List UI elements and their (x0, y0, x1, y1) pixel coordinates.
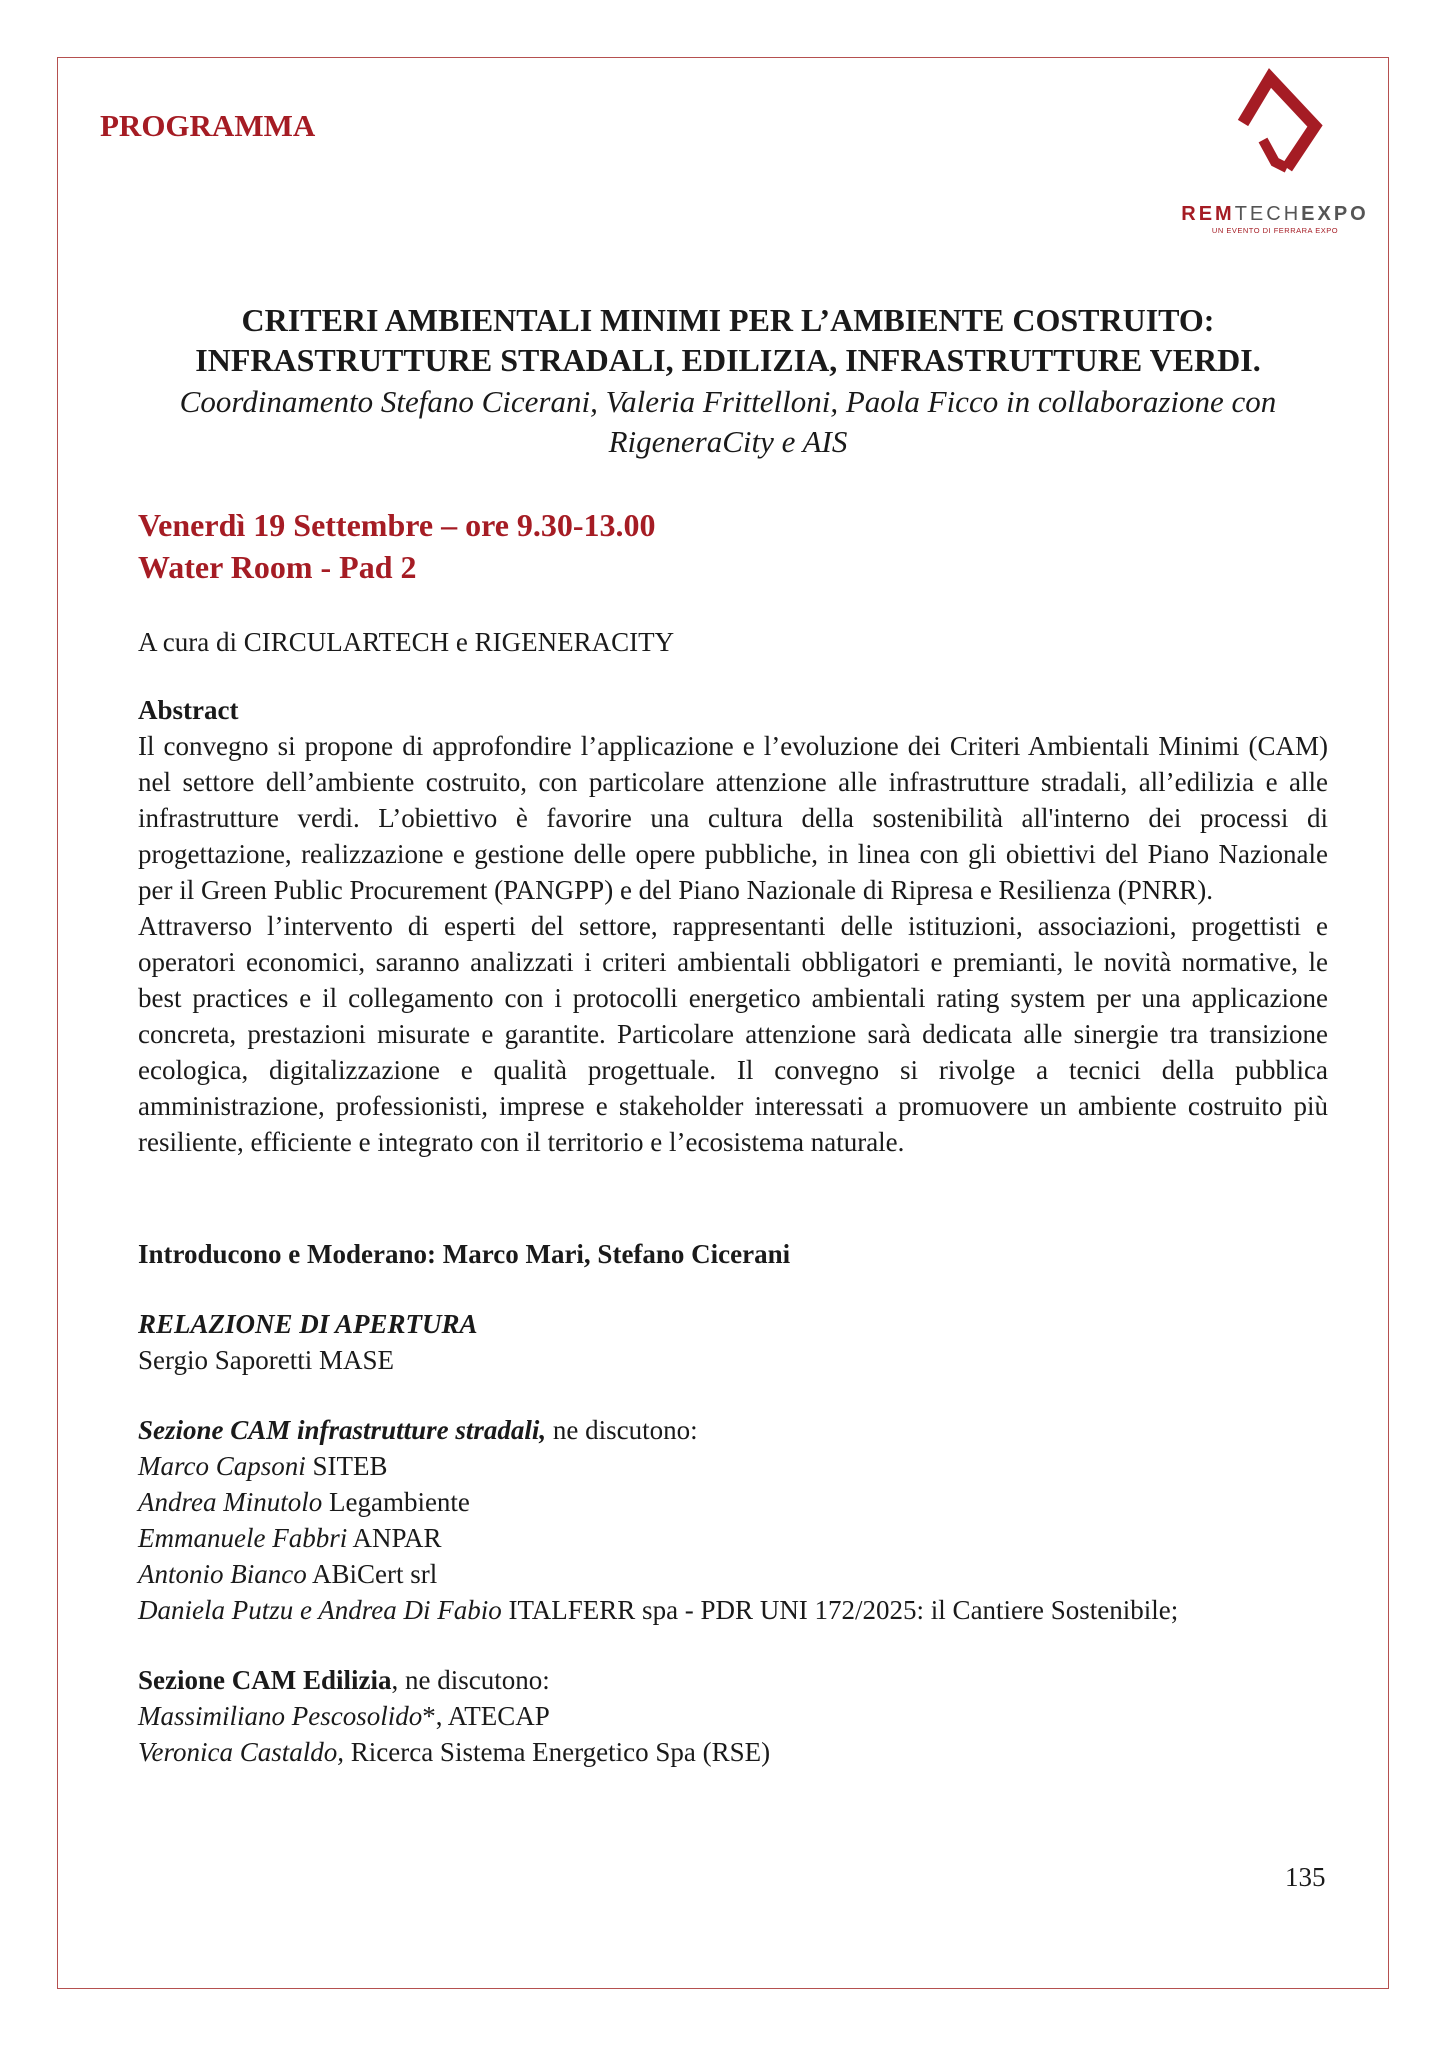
session-room: Water Room - Pad 2 (138, 549, 417, 585)
main-content (138, 624, 1328, 1770)
session-info (138, 504, 656, 588)
speaker-line: Daniela Putzu e Andrea Di Fabio ITALFERR spa - PDR UNI 172/2025: il Cantiere Sostenibile; (138, 1595, 1179, 1625)
logo-wordmark: REMTECHEXPO (1181, 203, 1369, 225)
abstract-heading: Abstract (138, 695, 239, 725)
speaker-line: Veronica Castaldo, Ricerca Sistema Energetico Spa (RSE) (138, 1737, 771, 1767)
abstract-paragraph-2: Attraverso l’intervento di esperti del settore, rappresentanti delle istituzioni, associazioni, progettisti e operatori economici, saranno analizzati i criteri ambientali obbligatori e premianti, le novità normative, le best practices e il collegamento con i protocolli energetico ambientali rating system per una applicazione concreta, prestazioni misurate e garantite. Particolare attenzione sarà dedicata alle sinergie tra transizione ecologica, digitalizzazione e qualità progettuale. Il convegno si rivolge a tecnici della pubblica amministrazione, professionisti, imprese e stakeholder interessati a promuovere un ambiente costruito più resiliente, efficiente e integrato con il territorio e l’ecosistema naturale. (138, 911, 1328, 1157)
title-block (138, 300, 1318, 462)
page-number: 135 (1285, 1862, 1326, 1892)
section-roads-heading: Sezione CAM infrastrutture stradali, ne discutono: (138, 1415, 698, 1445)
abstract-paragraph-1: Il convegno si propone di approfondire l’applicazione e l’evoluzione dei Criteri Ambientali Minimi (CAM) nel settore dell’ambiente costruito, con particolare attenzione alle infrastrutture stradali, all’edilizia e alle infrastrutture verdi. L’obiettivo è favorire una cultura della sostenibilità all'interno dei processi di progettazione, realizzazione e gestione delle opere pubbliche, in linea con gli obiettivi del Piano Nazionale per il Green Public Procurement (PANGPP) e del Piano Nazionale di Ripresa e Resilienza (PNRR). (138, 731, 1328, 905)
diamond-arrow-icon (1215, 68, 1325, 178)
coordination-text: Coordinamento Stefano Cicerani, Valeria Frittelloni, Paola Ficco in collaborazione con RigeneraCity e AIS (179, 384, 1277, 459)
curated-by: A cura di CIRCULARTECH e RIGENERACITY (138, 627, 675, 657)
moderators: Introducono e Moderano: Marco Mari, Stefano Cicerani (138, 1239, 791, 1269)
logo-tagline: UN EVENTO DI FERRARA EXPO (1211, 226, 1339, 235)
remtech-expo-logo (1160, 68, 1380, 248)
speaker-line: Andrea Minutolo Legambiente (138, 1487, 470, 1517)
opening-speaker: Sergio Saporetti MASE (138, 1345, 394, 1375)
title-line-2: INFRASTRUTTURE STRADALI, EDILIZIA, INFRASTRUTTURE VERDI. (195, 342, 1261, 378)
speaker-line: Massimiliano Pescosolido*, ATECAP (138, 1701, 550, 1731)
session-date: Venerdì 19 Settembre – ore 9.30-13.00 (138, 507, 656, 543)
speaker-line: Marco Capsoni SITEB (138, 1451, 388, 1481)
title-line-1: CRITERI AMBIENTALI MINIMI PER L’AMBIENTE COSTRUITO: (241, 302, 1215, 338)
speaker-line: Antonio Bianco ABiCert srl (138, 1559, 438, 1589)
speaker-line: Emmanuele Fabbri ANPAR (138, 1523, 442, 1553)
opening-heading: RELAZIONE DI APERTURA (138, 1309, 478, 1339)
section-building-heading: Sezione CAM Edilizia, ne discutono: (138, 1665, 550, 1695)
section-label: PROGRAMMA (100, 108, 316, 143)
